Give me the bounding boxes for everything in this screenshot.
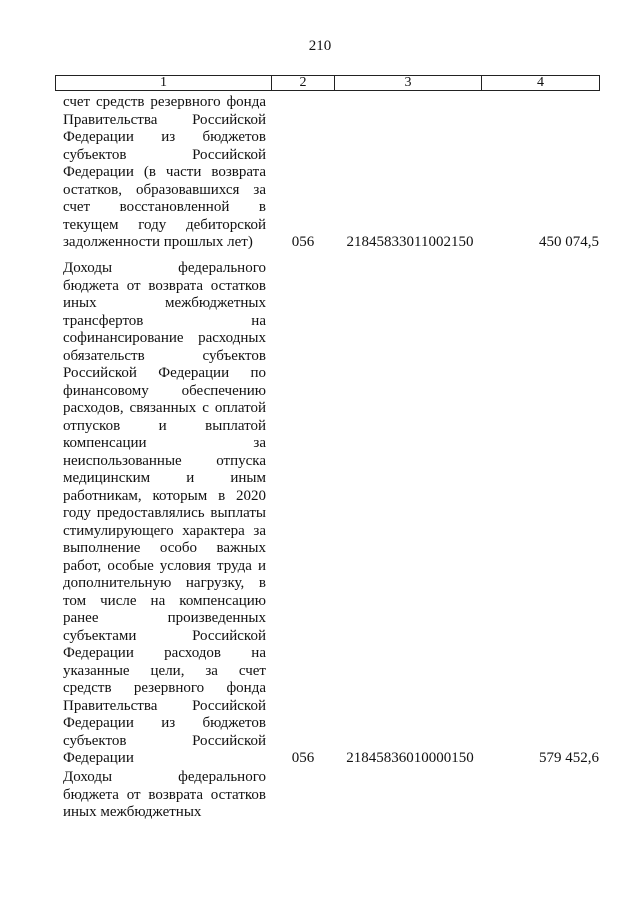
description-line: финансовому обеспечению	[63, 382, 266, 399]
kbk-code-cell: 21845833011002150	[346, 234, 474, 250]
description-line: субъектами Российской	[63, 627, 266, 644]
description-line: ранее произведенных	[63, 610, 266, 626]
description-line: Правительства Российской	[63, 697, 266, 714]
admin-code-cell: 056	[291, 750, 315, 766]
description-line: том числе на компенсацию	[63, 592, 266, 609]
description-line: обязательств субъектов	[63, 347, 266, 364]
description-line: иных межбюджетных	[63, 804, 202, 820]
description-line: неиспользованные отпуска	[63, 452, 266, 469]
description-line: текущем году дебиторской	[63, 216, 266, 233]
description-line: задолженности прошлых лет)	[63, 234, 253, 250]
description-line: Федерации из бюджетов	[63, 129, 266, 145]
description-line: Федерации из бюджетов	[63, 715, 266, 731]
admin-code-cell: 056	[291, 234, 315, 250]
description-line: отпусков и выплатой	[63, 417, 266, 434]
amount-cell: 579 452,6	[539, 750, 599, 766]
description-line: выполнение особо важных	[63, 540, 266, 556]
description-line: расходов, связанных с оплатой	[63, 400, 266, 416]
row-description	[63, 94, 266, 252]
description-line: софинансирование расходных	[63, 330, 266, 346]
description-line: работникам, которым в 2020	[63, 487, 266, 504]
row-description	[63, 260, 266, 768]
description-line: дополнительную нагрузку, в	[63, 575, 266, 591]
kbk-code-cell: 21845836010000150	[346, 750, 474, 766]
description-line: счет средств резервного фонда	[63, 94, 266, 110]
description-line: Доходы федерального	[63, 769, 266, 785]
description-line: Федерации (в части возврата	[63, 164, 266, 180]
description-line: бюджета от возврата остатков	[63, 277, 266, 294]
description-line: субъектов Российской	[63, 146, 266, 163]
header-col-1: 1	[160, 75, 167, 90]
description-line: году предоставлялись выплаты	[63, 505, 266, 521]
description-line: Федерации	[63, 750, 134, 766]
description-line: субъектов Российской	[63, 732, 266, 749]
description-line: Федерации расходов на	[63, 645, 266, 661]
description-line: иных межбюджетных	[63, 295, 266, 311]
description-line: остатков, образовавшихся за	[63, 181, 266, 198]
description-line: компенсации за	[63, 435, 266, 451]
description-line: бюджета от возврата остатков	[63, 786, 266, 803]
description-line: средств резервного фонда	[63, 680, 266, 696]
page-number: 210	[308, 38, 332, 54]
table-header-row	[55, 75, 600, 91]
description-line: трансфертов на	[63, 312, 266, 329]
description-line: Доходы федерального	[63, 260, 266, 276]
row-description	[63, 769, 266, 822]
description-line: указанные цели, за счет	[63, 662, 266, 679]
header-col-2: 2	[299, 75, 307, 90]
header-col-3: 3	[404, 75, 412, 90]
description-line: Российской Федерации по	[63, 365, 266, 381]
amount-cell: 450 074,5	[539, 234, 599, 250]
description-line: стимулирующего характера за	[63, 522, 266, 539]
header-col-4: 4	[537, 75, 544, 90]
description-line: счет восстановленной в	[63, 199, 266, 215]
description-line: работ, особые условия труда и	[63, 557, 266, 574]
description-line: Правительства Российской	[63, 111, 266, 128]
description-line: медицинским и иным	[63, 470, 266, 486]
